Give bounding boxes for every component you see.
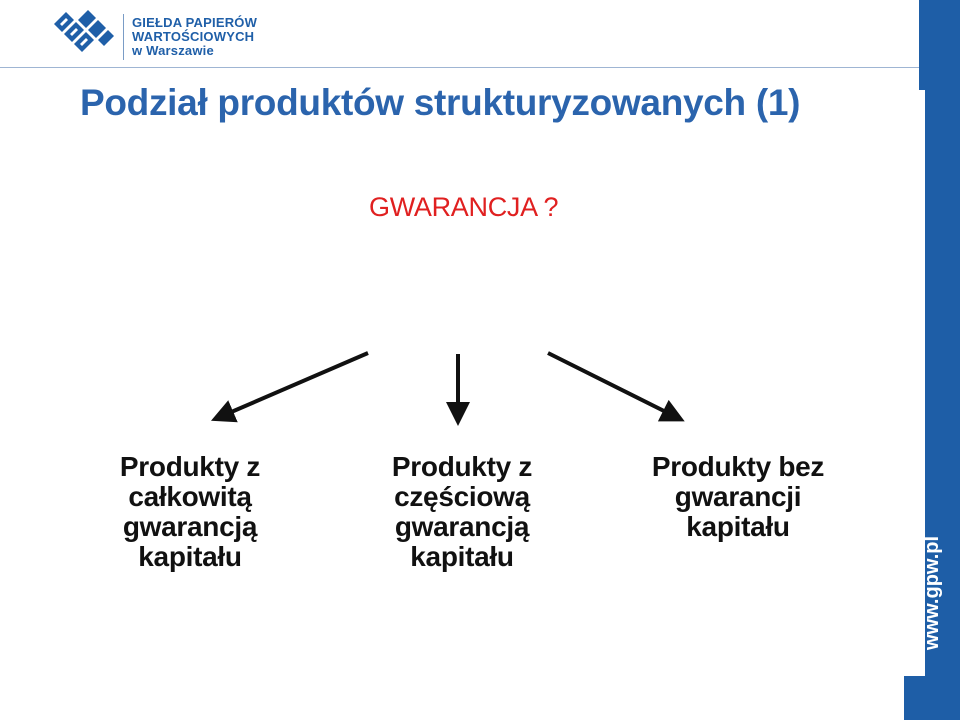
category-line: Produkty z [391,451,533,482]
category-line: Produkty z [119,451,261,482]
category-line: całkowitą [128,481,252,512]
logo-line-1: GIEŁDA PAPIERÓW [132,15,258,30]
header-rule [0,67,925,68]
category-full-guarantee [90,452,290,572]
subtitle: GWARANCJA ? [369,192,559,222]
category-line: gwarancją [122,511,258,542]
category-no-guarantee [628,452,848,542]
logo-line-3: w Warszawie [132,43,214,58]
category-partial-guarantee [362,452,562,572]
arrow-left [222,353,368,416]
category-line: gwarancji [674,481,802,512]
logo-divider [123,14,124,60]
category-line: kapitału [410,541,514,572]
category-line: kapitału [686,511,790,542]
bottom-block [904,676,960,720]
side-url: www.gpw.pl [921,535,943,650]
category-line: gwarancją [394,511,530,542]
category-line: Produkty bez [651,451,825,482]
category-line: częściową [394,481,530,512]
logo-line-2: WARTOŚCIOWYCH [132,29,255,44]
arrow-right [548,353,674,416]
page-title: Podział produktów strukturyzowanych (1) [80,82,801,123]
category-line: kapitału [138,541,242,572]
logo-text [132,16,257,58]
gpw-logo-icon [52,10,116,58]
